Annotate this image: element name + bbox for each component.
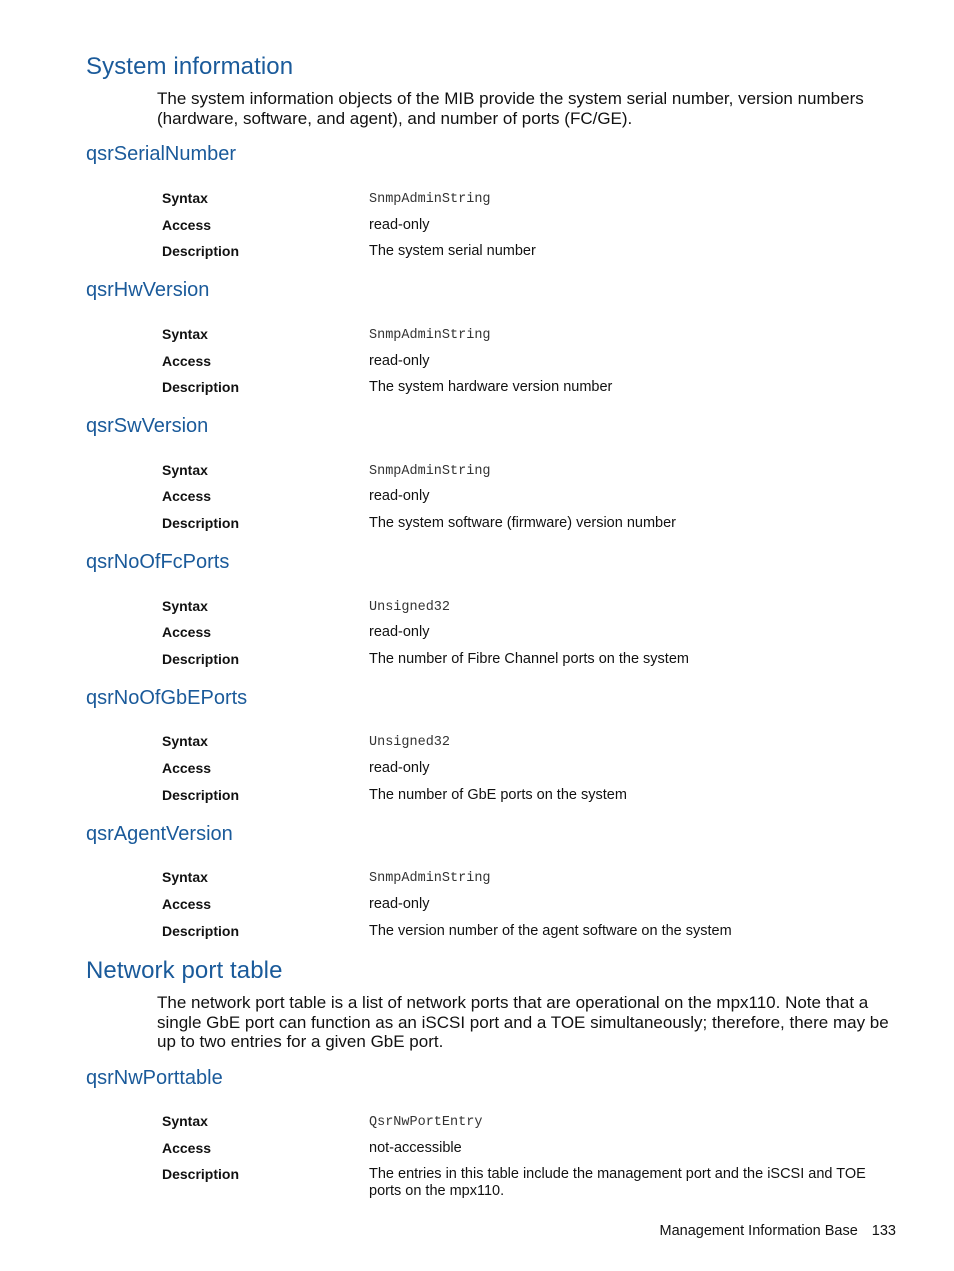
syntax-row xyxy=(162,326,902,346)
access-label: Access xyxy=(162,1140,212,1156)
description-value: The system software (firmware) version number xyxy=(369,515,676,531)
access-row xyxy=(162,353,902,373)
access-label: Access xyxy=(162,353,212,369)
access-value: read-only xyxy=(369,488,430,504)
syntax-label: Syntax xyxy=(162,733,208,749)
syntax-value: SnmpAdminString xyxy=(369,328,491,343)
syntax-label: Syntax xyxy=(162,190,208,206)
object-heading: qsrNwPorttable xyxy=(86,1067,223,1089)
description-value: The number of GbE ports on the system xyxy=(369,787,627,803)
description-value: The entries in this table include the management port and the iSCSI and TOE ports on the mpx110. xyxy=(369,1166,866,1199)
page-footer xyxy=(660,1223,896,1239)
footer-section-title: Management Information Base xyxy=(659,1223,858,1239)
access-row xyxy=(162,624,902,644)
syntax-row xyxy=(162,1113,902,1133)
access-row xyxy=(162,896,902,916)
access-row xyxy=(162,1140,902,1160)
access-value: read-only xyxy=(369,760,430,776)
description-row xyxy=(162,243,902,263)
access-row xyxy=(162,488,902,508)
description-row xyxy=(162,1166,902,1202)
access-value: read-only xyxy=(369,896,430,912)
description-row xyxy=(162,379,902,399)
syntax-row xyxy=(162,190,902,210)
syntax-value: Unsigned32 xyxy=(369,600,451,615)
object-heading: qsrHwVersion xyxy=(86,279,210,301)
syntax-row xyxy=(162,598,902,618)
access-label: Access xyxy=(162,760,212,776)
description-label: Description xyxy=(162,787,240,803)
description-row xyxy=(162,923,902,943)
syntax-value: Unsigned32 xyxy=(369,735,451,750)
description-value: The system serial number xyxy=(369,243,536,259)
syntax-label: Syntax xyxy=(162,462,208,478)
description-label: Description xyxy=(162,379,240,395)
section-title-network-port-table: Network port table xyxy=(86,957,283,984)
syntax-label: Syntax xyxy=(162,598,208,614)
access-value: read-only xyxy=(369,353,430,369)
description-row xyxy=(162,515,902,535)
syntax-label: Syntax xyxy=(162,326,208,342)
description-value: The system hardware version number xyxy=(369,379,613,395)
description-value: The version number of the agent software on the system xyxy=(369,923,732,939)
section-intro-network-port-table: The network port table is a list of network ports that are operational on the mpx110. Note that a single GbE port can function as an iSCSI port and a TOE simultaneously; therefore, there may be up to two entries for a given GbE port. xyxy=(157,993,889,1051)
access-label: Access xyxy=(162,488,212,504)
object-heading: qsrSerialNumber xyxy=(86,143,237,165)
section-title-system-information: System information xyxy=(86,53,294,80)
syntax-label: Syntax xyxy=(162,869,208,885)
description-label: Description xyxy=(162,651,240,667)
syntax-label: Syntax xyxy=(162,1113,208,1129)
description-label: Description xyxy=(162,515,240,531)
access-label: Access xyxy=(162,624,212,640)
description-label: Description xyxy=(162,923,240,939)
syntax-row xyxy=(162,462,902,482)
description-row xyxy=(162,651,902,671)
syntax-row xyxy=(162,733,902,753)
object-heading: qsrNoOfFcPorts xyxy=(86,551,230,573)
access-label: Access xyxy=(162,896,212,912)
page-number: 133 xyxy=(871,1223,896,1239)
description-label: Description xyxy=(162,243,240,259)
syntax-value: QsrNwPortEntry xyxy=(369,1115,483,1130)
object-heading: qsrAgentVersion xyxy=(86,823,233,845)
syntax-row xyxy=(162,869,902,889)
access-value: read-only xyxy=(369,624,430,640)
syntax-value: SnmpAdminString xyxy=(369,192,491,207)
description-row xyxy=(162,787,902,807)
section-intro-system-information: The system information objects of the MIB provide the system serial number, version numbers (hardware, software, and agent), and number of ports (FC/GE). xyxy=(157,89,864,128)
object-heading: qsrSwVersion xyxy=(86,415,209,437)
syntax-value: SnmpAdminString xyxy=(369,871,491,886)
access-row xyxy=(162,217,902,237)
access-label: Access xyxy=(162,217,212,233)
description-value: The number of Fibre Channel ports on the system xyxy=(369,651,689,667)
description-label: Description xyxy=(162,1166,240,1182)
access-row xyxy=(162,760,902,780)
access-value: not-accessible xyxy=(369,1140,462,1156)
access-value: read-only xyxy=(369,217,430,233)
syntax-value: SnmpAdminString xyxy=(369,464,491,479)
object-heading: qsrNoOfGbEPorts xyxy=(86,687,248,709)
